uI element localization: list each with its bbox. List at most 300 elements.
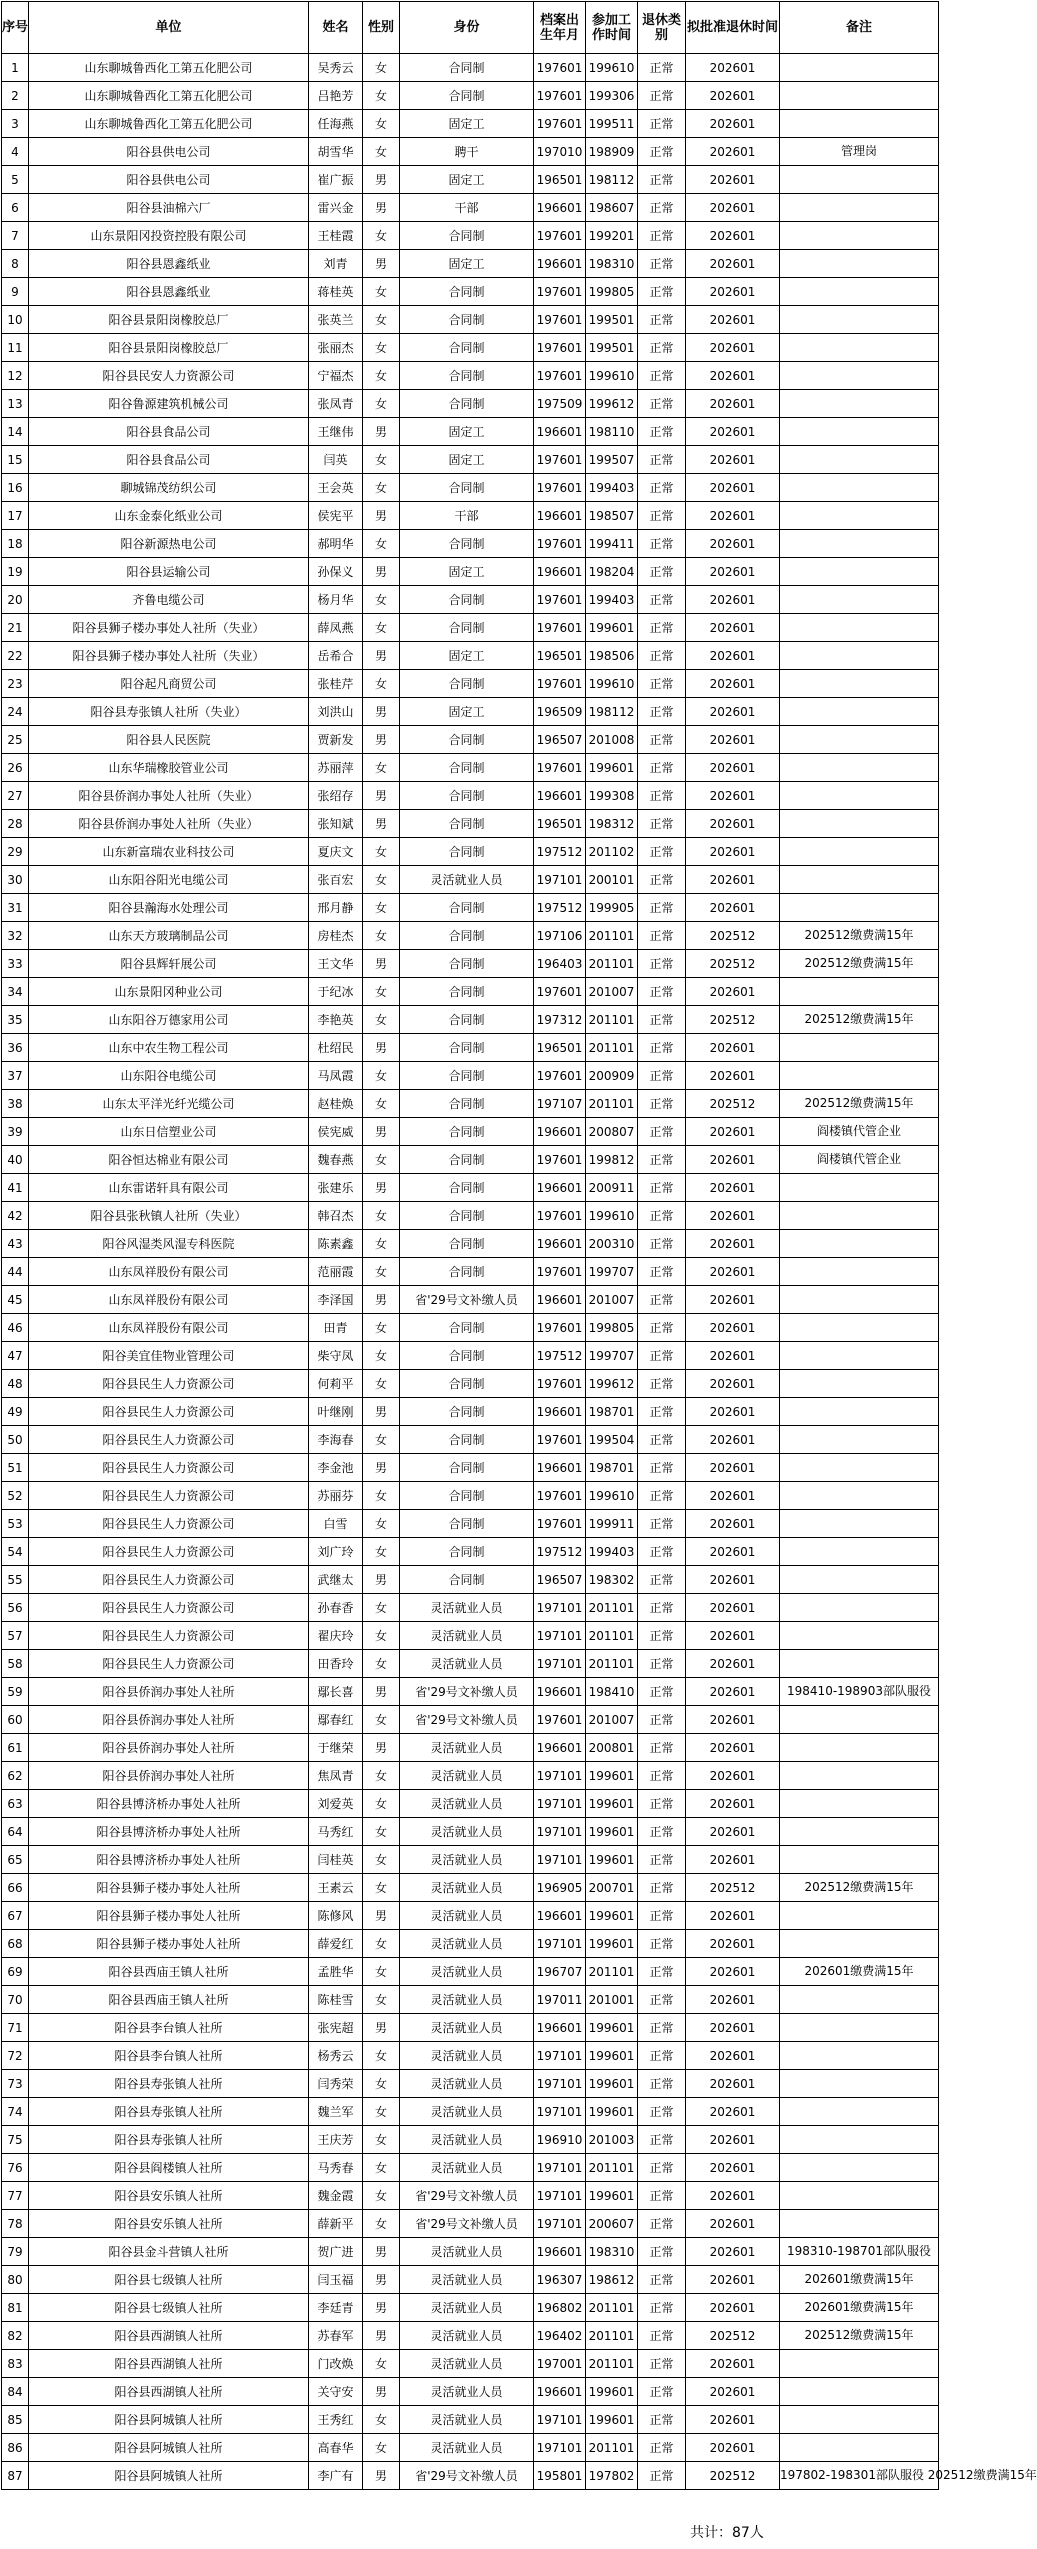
name-cell: 张宪超: [309, 2014, 363, 2042]
note-cell: 202601缴费满15年: [780, 2294, 939, 2322]
gender-cell: 女: [363, 1510, 400, 1538]
work-start-cell: 201003: [586, 2126, 638, 2154]
unit-cell: 阳谷县安乐镇人社所: [29, 2182, 309, 2210]
name-cell: 陈修风: [309, 1902, 363, 1930]
gender-cell: 女: [363, 1482, 400, 1510]
retire-type-cell: 正常: [638, 1342, 686, 1370]
retire-type-cell: 正常: [638, 1538, 686, 1566]
retire-date-cell: 202601: [686, 894, 780, 922]
retire-date-cell: 202601: [686, 1370, 780, 1398]
gender-cell: 女: [363, 866, 400, 894]
header-retire-type: 退休类别: [638, 2, 686, 54]
gender-cell: 男: [363, 1454, 400, 1482]
gender-cell: 女: [363, 530, 400, 558]
work-start-cell: 199612: [586, 1370, 638, 1398]
table-row: [2, 1174, 939, 1202]
work-start-cell: 199707: [586, 1258, 638, 1286]
name-cell: 闫玉福: [309, 2266, 363, 2294]
unit-cell: 山东阳谷电缆公司: [29, 1062, 309, 1090]
retire-date-cell: 202601: [686, 1818, 780, 1846]
work-start-cell: 199601: [586, 2406, 638, 2434]
unit-cell: 阳谷县博济桥办事处人社所: [29, 1818, 309, 1846]
retire-date-cell: 202601: [686, 1426, 780, 1454]
birth-cell: 197601: [534, 586, 586, 614]
birth-cell: 197601: [534, 978, 586, 1006]
table-row: [2, 754, 939, 782]
note-cell: [780, 2378, 939, 2406]
retire-date-cell: 202601: [686, 1034, 780, 1062]
name-cell: 侯宪平: [309, 502, 363, 530]
name-cell: 张绍存: [309, 782, 363, 810]
unit-cell: 阳谷县寿张镇人社所（失业）: [29, 698, 309, 726]
note-cell: [780, 558, 939, 586]
table-row: [2, 306, 939, 334]
retire-type-cell: 正常: [638, 2210, 686, 2238]
table-row: [2, 1286, 939, 1314]
note-cell: [780, 1790, 939, 1818]
name-cell: 闫英: [309, 446, 363, 474]
gender-cell: 女: [363, 1538, 400, 1566]
birth-cell: 196905: [534, 1874, 586, 1902]
identity-cell: 合同制: [400, 1202, 534, 1230]
birth-cell: 197601: [534, 1426, 586, 1454]
gender-cell: 女: [363, 1090, 400, 1118]
name-cell: 马秀红: [309, 1818, 363, 1846]
name-cell: 赵桂焕: [309, 1090, 363, 1118]
identity-cell: 灵活就业人员: [400, 1902, 534, 1930]
seq-cell: 19: [2, 558, 29, 586]
work-start-cell: 198112: [586, 698, 638, 726]
gender-cell: 女: [363, 1874, 400, 1902]
gender-cell: 男: [363, 1118, 400, 1146]
work-start-cell: 199306: [586, 82, 638, 110]
identity-cell: 合同制: [400, 754, 534, 782]
work-start-cell: 199601: [586, 754, 638, 782]
retire-type-cell: 正常: [638, 1034, 686, 1062]
retire-date-cell: 202601: [686, 2042, 780, 2070]
name-cell: 房桂杰: [309, 922, 363, 950]
unit-cell: 山东华瑞橡胶管业公司: [29, 754, 309, 782]
seq-cell: 12: [2, 362, 29, 390]
seq-cell: 46: [2, 1314, 29, 1342]
note-cell: [780, 2014, 939, 2042]
table-row: [2, 2266, 939, 2294]
note-cell: [780, 278, 939, 306]
birth-cell: 197601: [534, 530, 586, 558]
table-row: [2, 390, 939, 418]
retire-type-cell: 正常: [638, 418, 686, 446]
unit-cell: 阳谷县恩鑫纸业: [29, 278, 309, 306]
gender-cell: 女: [363, 446, 400, 474]
birth-cell: 196601: [534, 1454, 586, 1482]
unit-cell: 阳谷县民安人力资源公司: [29, 362, 309, 390]
retire-type-cell: 正常: [638, 558, 686, 586]
retire-type-cell: 正常: [638, 1986, 686, 2014]
birth-cell: 196601: [534, 1118, 586, 1146]
retire-date-cell: 202601: [686, 1678, 780, 1706]
work-start-cell: 198507: [586, 502, 638, 530]
unit-cell: 山东雷诺轩具有限公司: [29, 1174, 309, 1202]
work-start-cell: 199511: [586, 110, 638, 138]
name-cell: 王秀红: [309, 2406, 363, 2434]
birth-cell: 197601: [534, 446, 586, 474]
retire-date-cell: 202512: [686, 1090, 780, 1118]
seq-cell: 75: [2, 2126, 29, 2154]
note-cell: [780, 194, 939, 222]
identity-cell: 灵活就业人员: [400, 2070, 534, 2098]
retire-date-cell: 202512: [686, 2462, 780, 2490]
birth-cell: 196601: [534, 782, 586, 810]
unit-cell: 山东日信塑业公司: [29, 1118, 309, 1146]
name-cell: 杜绍民: [309, 1034, 363, 1062]
table-row: [2, 1454, 939, 1482]
identity-cell: 合同制: [400, 782, 534, 810]
gender-cell: 女: [363, 362, 400, 390]
unit-cell: 阳谷风湿类风湿专科医院: [29, 1230, 309, 1258]
unit-cell: 山东景阳冈投资控股有限公司: [29, 222, 309, 250]
unit-cell: 阳谷县七级镇人社所: [29, 2266, 309, 2294]
work-start-cell: 199501: [586, 334, 638, 362]
gender-cell: 男: [363, 502, 400, 530]
retire-date-cell: 202512: [686, 1006, 780, 1034]
retire-type-cell: 正常: [638, 1258, 686, 1286]
gender-cell: 男: [363, 558, 400, 586]
work-start-cell: 201001: [586, 1986, 638, 2014]
note-cell: [780, 1734, 939, 1762]
unit-cell: 阳谷县民生人力资源公司: [29, 1426, 309, 1454]
seq-cell: 76: [2, 2154, 29, 2182]
note-cell: [780, 1034, 939, 1062]
retire-date-cell: 202601: [686, 2266, 780, 2294]
unit-cell: 阳谷鲁源建筑机械公司: [29, 390, 309, 418]
note-cell: 202601缴费满15年: [780, 2266, 939, 2294]
table-row: [2, 1678, 939, 1706]
unit-cell: 阳谷县阎楼镇人社所: [29, 2154, 309, 2182]
gender-cell: 女: [363, 82, 400, 110]
retire-date-cell: 202601: [686, 1790, 780, 1818]
identity-cell: 灵活就业人员: [400, 2098, 534, 2126]
retire-date-cell: 202601: [686, 1258, 780, 1286]
retire-type-cell: 正常: [638, 1482, 686, 1510]
table-row: [2, 166, 939, 194]
name-cell: 孙保义: [309, 558, 363, 586]
unit-cell: 阳谷县博济桥办事处人社所: [29, 1846, 309, 1874]
table-row: [2, 362, 939, 390]
seq-cell: 31: [2, 894, 29, 922]
birth-cell: 196601: [534, 194, 586, 222]
note-cell: [780, 110, 939, 138]
retire-type-cell: 正常: [638, 1566, 686, 1594]
seq-cell: 83: [2, 2350, 29, 2378]
table-row: [2, 1790, 939, 1818]
seq-cell: 66: [2, 1874, 29, 1902]
birth-cell: 196707: [534, 1958, 586, 1986]
table-row: [2, 1034, 939, 1062]
birth-cell: 196601: [534, 558, 586, 586]
seq-cell: 64: [2, 1818, 29, 1846]
name-cell: 任海燕: [309, 110, 363, 138]
birth-cell: 196601: [534, 1734, 586, 1762]
retire-type-cell: 正常: [638, 1146, 686, 1174]
name-cell: 柴守凤: [309, 1342, 363, 1370]
gender-cell: 男: [363, 2266, 400, 2294]
gender-cell: 男: [363, 250, 400, 278]
birth-cell: 196402: [534, 2322, 586, 2350]
note-cell: [780, 670, 939, 698]
work-start-cell: 199601: [586, 2378, 638, 2406]
retire-type-cell: 正常: [638, 978, 686, 1006]
retire-date-cell: 202601: [686, 418, 780, 446]
retire-type-cell: 正常: [638, 82, 686, 110]
retire-date-cell: 202601: [686, 390, 780, 418]
header-retire-date: 拟批准退休时间: [686, 2, 780, 54]
identity-cell: 灵活就业人员: [400, 2350, 534, 2378]
birth-cell: 197509: [534, 390, 586, 418]
unit-cell: 阳谷县瀚海水处理公司: [29, 894, 309, 922]
work-start-cell: 199403: [586, 474, 638, 502]
retire-date-cell: 202601: [686, 1482, 780, 1510]
birth-cell: 196601: [534, 1398, 586, 1426]
retire-date-cell: 202601: [686, 642, 780, 670]
name-cell: 苏丽芬: [309, 1482, 363, 1510]
identity-cell: 灵活就业人员: [400, 2266, 534, 2294]
table-row: [2, 1398, 939, 1426]
table-row: [2, 670, 939, 698]
work-start-cell: 198701: [586, 1398, 638, 1426]
table-row: [2, 614, 939, 642]
unit-cell: 阳谷县民生人力资源公司: [29, 1482, 309, 1510]
birth-cell: 197601: [534, 54, 586, 82]
seq-cell: 84: [2, 2378, 29, 2406]
birth-cell: 197601: [534, 1314, 586, 1342]
header-unit: 单位: [29, 2, 309, 54]
retire-type-cell: 正常: [638, 1454, 686, 1482]
note-cell: [780, 1902, 939, 1930]
unit-cell: 阳谷县食品公司: [29, 446, 309, 474]
work-start-cell: 200701: [586, 1874, 638, 1902]
seq-cell: 41: [2, 1174, 29, 1202]
unit-cell: 阳谷县民生人力资源公司: [29, 1370, 309, 1398]
retire-type-cell: 正常: [638, 1650, 686, 1678]
unit-cell: 阳谷县侨润办事处人社所: [29, 1762, 309, 1790]
birth-cell: 196501: [534, 810, 586, 838]
birth-cell: 197101: [534, 1622, 586, 1650]
unit-cell: 阳谷县西庙王镇人社所: [29, 1958, 309, 1986]
gender-cell: 女: [363, 1258, 400, 1286]
retire-type-cell: 正常: [638, 1678, 686, 1706]
retire-type-cell: 正常: [638, 1118, 686, 1146]
seq-cell: 24: [2, 698, 29, 726]
name-cell: 田香玲: [309, 1650, 363, 1678]
table-row: [2, 1510, 939, 1538]
name-cell: 韩召杰: [309, 1202, 363, 1230]
gender-cell: 男: [363, 782, 400, 810]
gender-cell: 女: [363, 1706, 400, 1734]
birth-cell: 196501: [534, 642, 586, 670]
table-row: [2, 1762, 939, 1790]
table-row: [2, 922, 939, 950]
retire-type-cell: 正常: [638, 698, 686, 726]
work-start-cell: 199601: [586, 1762, 638, 1790]
retire-date-cell: 202601: [686, 1846, 780, 1874]
table-row: [2, 1818, 939, 1846]
unit-cell: 阳谷县侨润办事处人社所: [29, 1734, 309, 1762]
birth-cell: 197601: [534, 334, 586, 362]
retire-date-cell: 202601: [686, 1286, 780, 1314]
unit-cell: 聊城锦茂纺织公司: [29, 474, 309, 502]
birth-cell: 197512: [534, 1538, 586, 1566]
note-cell: [780, 1426, 939, 1454]
retire-date-cell: 202601: [686, 1538, 780, 1566]
identity-cell: 合同制: [400, 1538, 534, 1566]
unit-cell: 阳谷县金斗营镇人社所: [29, 2238, 309, 2266]
identity-cell: 固定工: [400, 642, 534, 670]
note-cell: [780, 250, 939, 278]
retire-type-cell: 正常: [638, 2182, 686, 2210]
work-start-cell: 199610: [586, 54, 638, 82]
retire-type-cell: 正常: [638, 2462, 686, 2490]
retire-type-cell: 正常: [638, 1510, 686, 1538]
retire-date-cell: 202601: [686, 2070, 780, 2098]
birth-cell: 197601: [534, 222, 586, 250]
gender-cell: 男: [363, 194, 400, 222]
seq-cell: 80: [2, 2266, 29, 2294]
identity-cell: 固定工: [400, 446, 534, 474]
identity-cell: 灵活就业人员: [400, 2378, 534, 2406]
name-cell: 高春华: [309, 2434, 363, 2462]
identity-cell: 合同制: [400, 1454, 534, 1482]
identity-cell: 合同制: [400, 1342, 534, 1370]
birth-cell: 197011: [534, 1986, 586, 2014]
work-start-cell: 201101: [586, 950, 638, 978]
gender-cell: 女: [363, 2098, 400, 2126]
retire-date-cell: 202601: [686, 1706, 780, 1734]
seq-cell: 78: [2, 2210, 29, 2238]
table-row: [2, 2350, 939, 2378]
unit-cell: 阳谷县民生人力资源公司: [29, 1566, 309, 1594]
gender-cell: 女: [363, 1930, 400, 1958]
header-gender: 性别: [363, 2, 400, 54]
retire-date-cell: 202601: [686, 1986, 780, 2014]
retire-date-cell: 202601: [686, 726, 780, 754]
table-row: [2, 2462, 939, 2490]
identity-cell: 合同制: [400, 1566, 534, 1594]
unit-cell: 阳谷县寿张镇人社所: [29, 2098, 309, 2126]
retire-date-cell: 202601: [686, 1650, 780, 1678]
seq-cell: 16: [2, 474, 29, 502]
gender-cell: 女: [363, 474, 400, 502]
identity-cell: 合同制: [400, 1034, 534, 1062]
note-cell: [780, 1258, 939, 1286]
table-row: [2, 1650, 939, 1678]
name-cell: 马凤霞: [309, 1062, 363, 1090]
unit-cell: 阳谷县李台镇人社所: [29, 2014, 309, 2042]
work-start-cell: 198302: [586, 1566, 638, 1594]
note-cell: [780, 726, 939, 754]
gender-cell: 男: [363, 1398, 400, 1426]
gender-cell: 男: [363, 2322, 400, 2350]
seq-cell: 32: [2, 922, 29, 950]
name-cell: 陈素鑫: [309, 1230, 363, 1258]
birth-cell: 197101: [534, 2434, 586, 2462]
work-start-cell: 198909: [586, 138, 638, 166]
table-row: [2, 1846, 939, 1874]
retire-date-cell: 202601: [686, 446, 780, 474]
table-row: [2, 1258, 939, 1286]
identity-cell: 合同制: [400, 1118, 534, 1146]
work-start-cell: 199601: [586, 1902, 638, 1930]
note-cell: [780, 1370, 939, 1398]
retire-date-cell: 202601: [686, 194, 780, 222]
work-start-cell: 200101: [586, 866, 638, 894]
retire-date-cell: 202601: [686, 1958, 780, 1986]
work-start-cell: 201101: [586, 1034, 638, 1062]
work-start-cell: 199501: [586, 306, 638, 334]
work-start-cell: 199308: [586, 782, 638, 810]
retire-type-cell: 正常: [638, 2406, 686, 2434]
identity-cell: 省'29号文补缴人员: [400, 1286, 534, 1314]
work-start-cell: 198204: [586, 558, 638, 586]
identity-cell: 合同制: [400, 1482, 534, 1510]
birth-cell: 197107: [534, 1090, 586, 1118]
seq-cell: 25: [2, 726, 29, 754]
work-start-cell: 198410: [586, 1678, 638, 1706]
unit-cell: 阳谷恒达棉业有限公司: [29, 1146, 309, 1174]
unit-cell: 山东聊城鲁西化工第五化肥公司: [29, 110, 309, 138]
unit-cell: 阳谷县西湖镇人社所: [29, 2350, 309, 2378]
note-cell: [780, 810, 939, 838]
seq-cell: 39: [2, 1118, 29, 1146]
gender-cell: 女: [363, 1202, 400, 1230]
birth-cell: 197101: [534, 2210, 586, 2238]
note-cell: [780, 1510, 939, 1538]
birth-cell: 197601: [534, 306, 586, 334]
work-start-cell: 199403: [586, 1538, 638, 1566]
identity-cell: 灵活就业人员: [400, 1622, 534, 1650]
name-cell: 魏金霞: [309, 2182, 363, 2210]
retire-type-cell: 正常: [638, 670, 686, 698]
unit-cell: 阳谷县供电公司: [29, 138, 309, 166]
identity-cell: 灵活就业人员: [400, 1846, 534, 1874]
seq-cell: 21: [2, 614, 29, 642]
name-cell: 胡雪华: [309, 138, 363, 166]
gender-cell: 女: [363, 2434, 400, 2462]
work-start-cell: 201101: [586, 1006, 638, 1034]
work-start-cell: 199507: [586, 446, 638, 474]
work-start-cell: 201007: [586, 1286, 638, 1314]
unit-cell: 山东太平洋光纤光缆公司: [29, 1090, 309, 1118]
name-cell: 李泽国: [309, 1286, 363, 1314]
retire-date-cell: 202601: [686, 1398, 780, 1426]
gender-cell: 女: [363, 1594, 400, 1622]
identity-cell: 灵活就业人员: [400, 2406, 534, 2434]
unit-cell: 阳谷起凡商贸公司: [29, 670, 309, 698]
name-cell: 苏丽萍: [309, 754, 363, 782]
identity-cell: 灵活就业人员: [400, 2042, 534, 2070]
birth-cell: 196601: [534, 502, 586, 530]
birth-cell: 197601: [534, 82, 586, 110]
seq-cell: 50: [2, 1426, 29, 1454]
retire-date-cell: 202601: [686, 1454, 780, 1482]
retire-type-cell: 正常: [638, 2322, 686, 2350]
identity-cell: 灵活就业人员: [400, 2154, 534, 2182]
name-cell: 张桂芹: [309, 670, 363, 698]
retire-date-cell: 202601: [686, 2014, 780, 2042]
table-row: [2, 250, 939, 278]
identity-cell: 固定工: [400, 110, 534, 138]
birth-cell: 197601: [534, 1370, 586, 1398]
table-row: [2, 726, 939, 754]
